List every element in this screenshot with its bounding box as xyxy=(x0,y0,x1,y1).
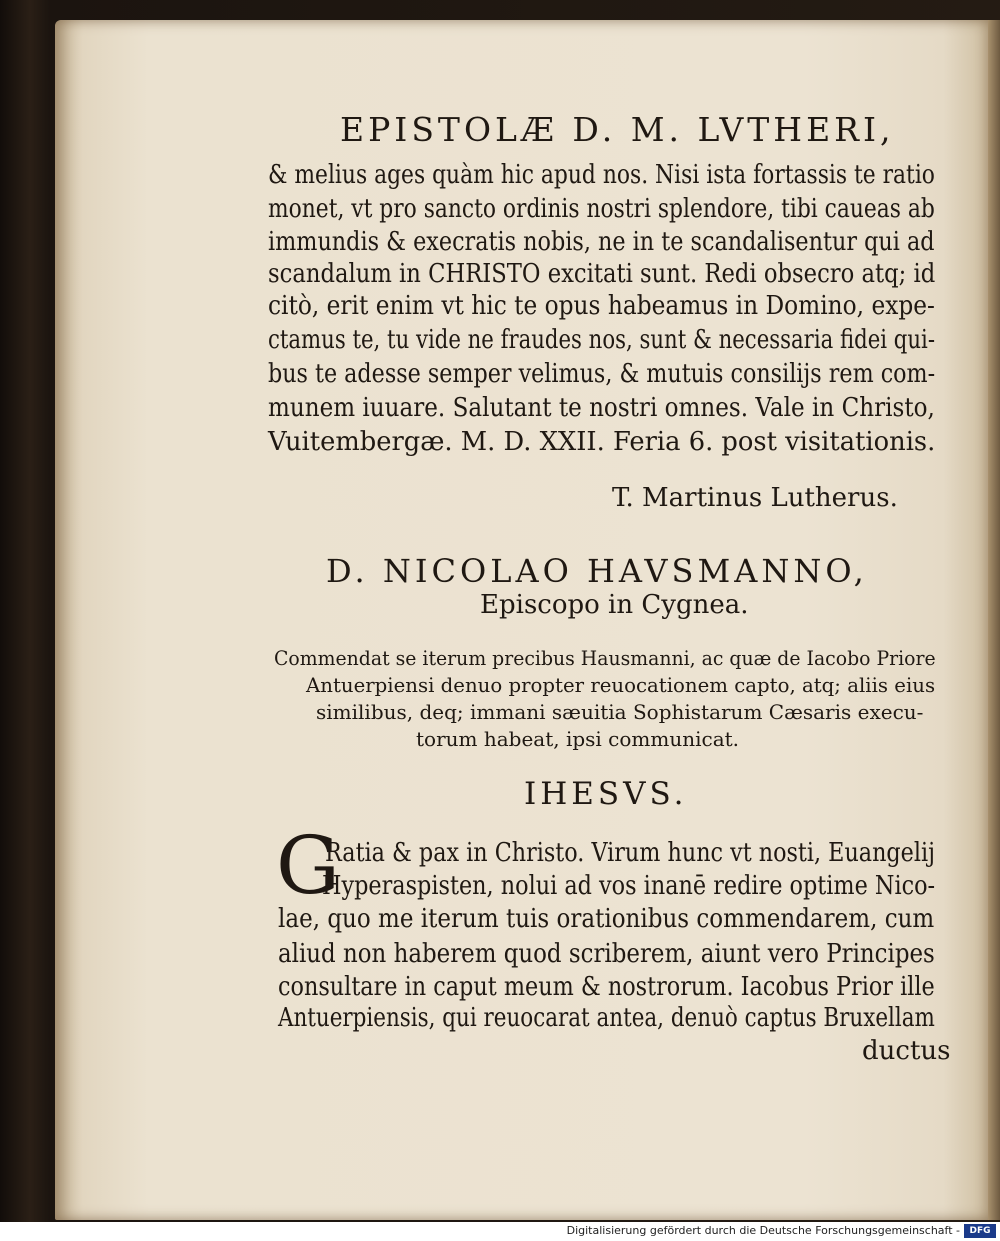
page-edge xyxy=(988,20,1000,1220)
letter-one-line: scandalum in CHRISTO excitati sunt. Redi obsecro atq; id xyxy=(268,259,936,289)
argument-line: Commendat se iterum precibus Hausmanni, ac quæ de Iacobo Priore xyxy=(274,646,936,670)
letter-one-line: ctamus te, tu vide ne fraudes nos, sunt & necessaria fidei qui- xyxy=(268,325,936,355)
running-head: EPISTOLÆ D. M. LVTHERI, xyxy=(340,110,895,149)
argument-line: similibus, deq; immani sæuitia Sophistarum Cæsaris execu- xyxy=(316,700,924,724)
argument-line: torum habeat, ipsi communicat. xyxy=(416,727,740,751)
argument-line: Antuerpiensi denuo propter reuocationem capto, atq; aliis eius xyxy=(306,673,936,697)
letter-one-line: immundis & execratis nobis, ne in te scandalisentur qui ad xyxy=(268,227,935,257)
address-subheading: Episcopo in Cygnea. xyxy=(480,590,749,620)
letter-two-line: aliud non haberem quod scriberem, aiunt vero Principes xyxy=(278,939,935,969)
letter-one-line: citò, erit enim vt hic te opus habeamus in Domino, expe- xyxy=(268,291,935,321)
signature: T. Martinus Lutherus. xyxy=(612,483,898,513)
letter-two-line: consultare in caput meum & nostrorum. Iacobus Prior ille xyxy=(278,972,935,1002)
letter-two-line: lae, quo me iterum tuis orationibus commendarem, cum xyxy=(278,904,935,934)
address-heading: D. NICOLAO HAVSMANNO, xyxy=(326,552,868,590)
letter-two-line: Ratia & pax in Christo. Virum hunc vt nosti, Euangelij xyxy=(325,838,936,868)
letter-two-line: Antuerpiensis, qui reuocarat antea, denuò captus Bruxellam xyxy=(278,1003,935,1033)
letter-one-line: munem iuuare. Salutant te nostri omnes. Vale in Christo, xyxy=(268,393,935,423)
letter-one-line: Vuitembergæ. M. D. XXII. Feria 6. post visitationis. xyxy=(268,427,936,457)
ihesus-heading: IHESVS. xyxy=(524,776,688,812)
letter-two-line: Hyperaspisten, nolui ad vos inanē redire optime Nico- xyxy=(322,871,936,901)
dfg-logo: DFG xyxy=(964,1224,996,1238)
footer-credit: Digitalisierung gefördert durch die Deutsche Forschungsgemeinschaft - xyxy=(566,1224,960,1237)
letter-one-line: & melius ages quàm hic apud nos. Nisi ista fortassis te ratio xyxy=(268,160,935,190)
footer-bar xyxy=(0,1222,1000,1241)
drop-cap: G xyxy=(276,819,340,912)
letter-one-line: bus te adesse semper velimus, & mutuis consilijs rem com- xyxy=(268,359,936,389)
letter-one-line: monet, vt pro sancto ordinis nostri splendore, tibi caueas ab xyxy=(268,194,935,224)
catchword: ductus xyxy=(862,1036,951,1066)
